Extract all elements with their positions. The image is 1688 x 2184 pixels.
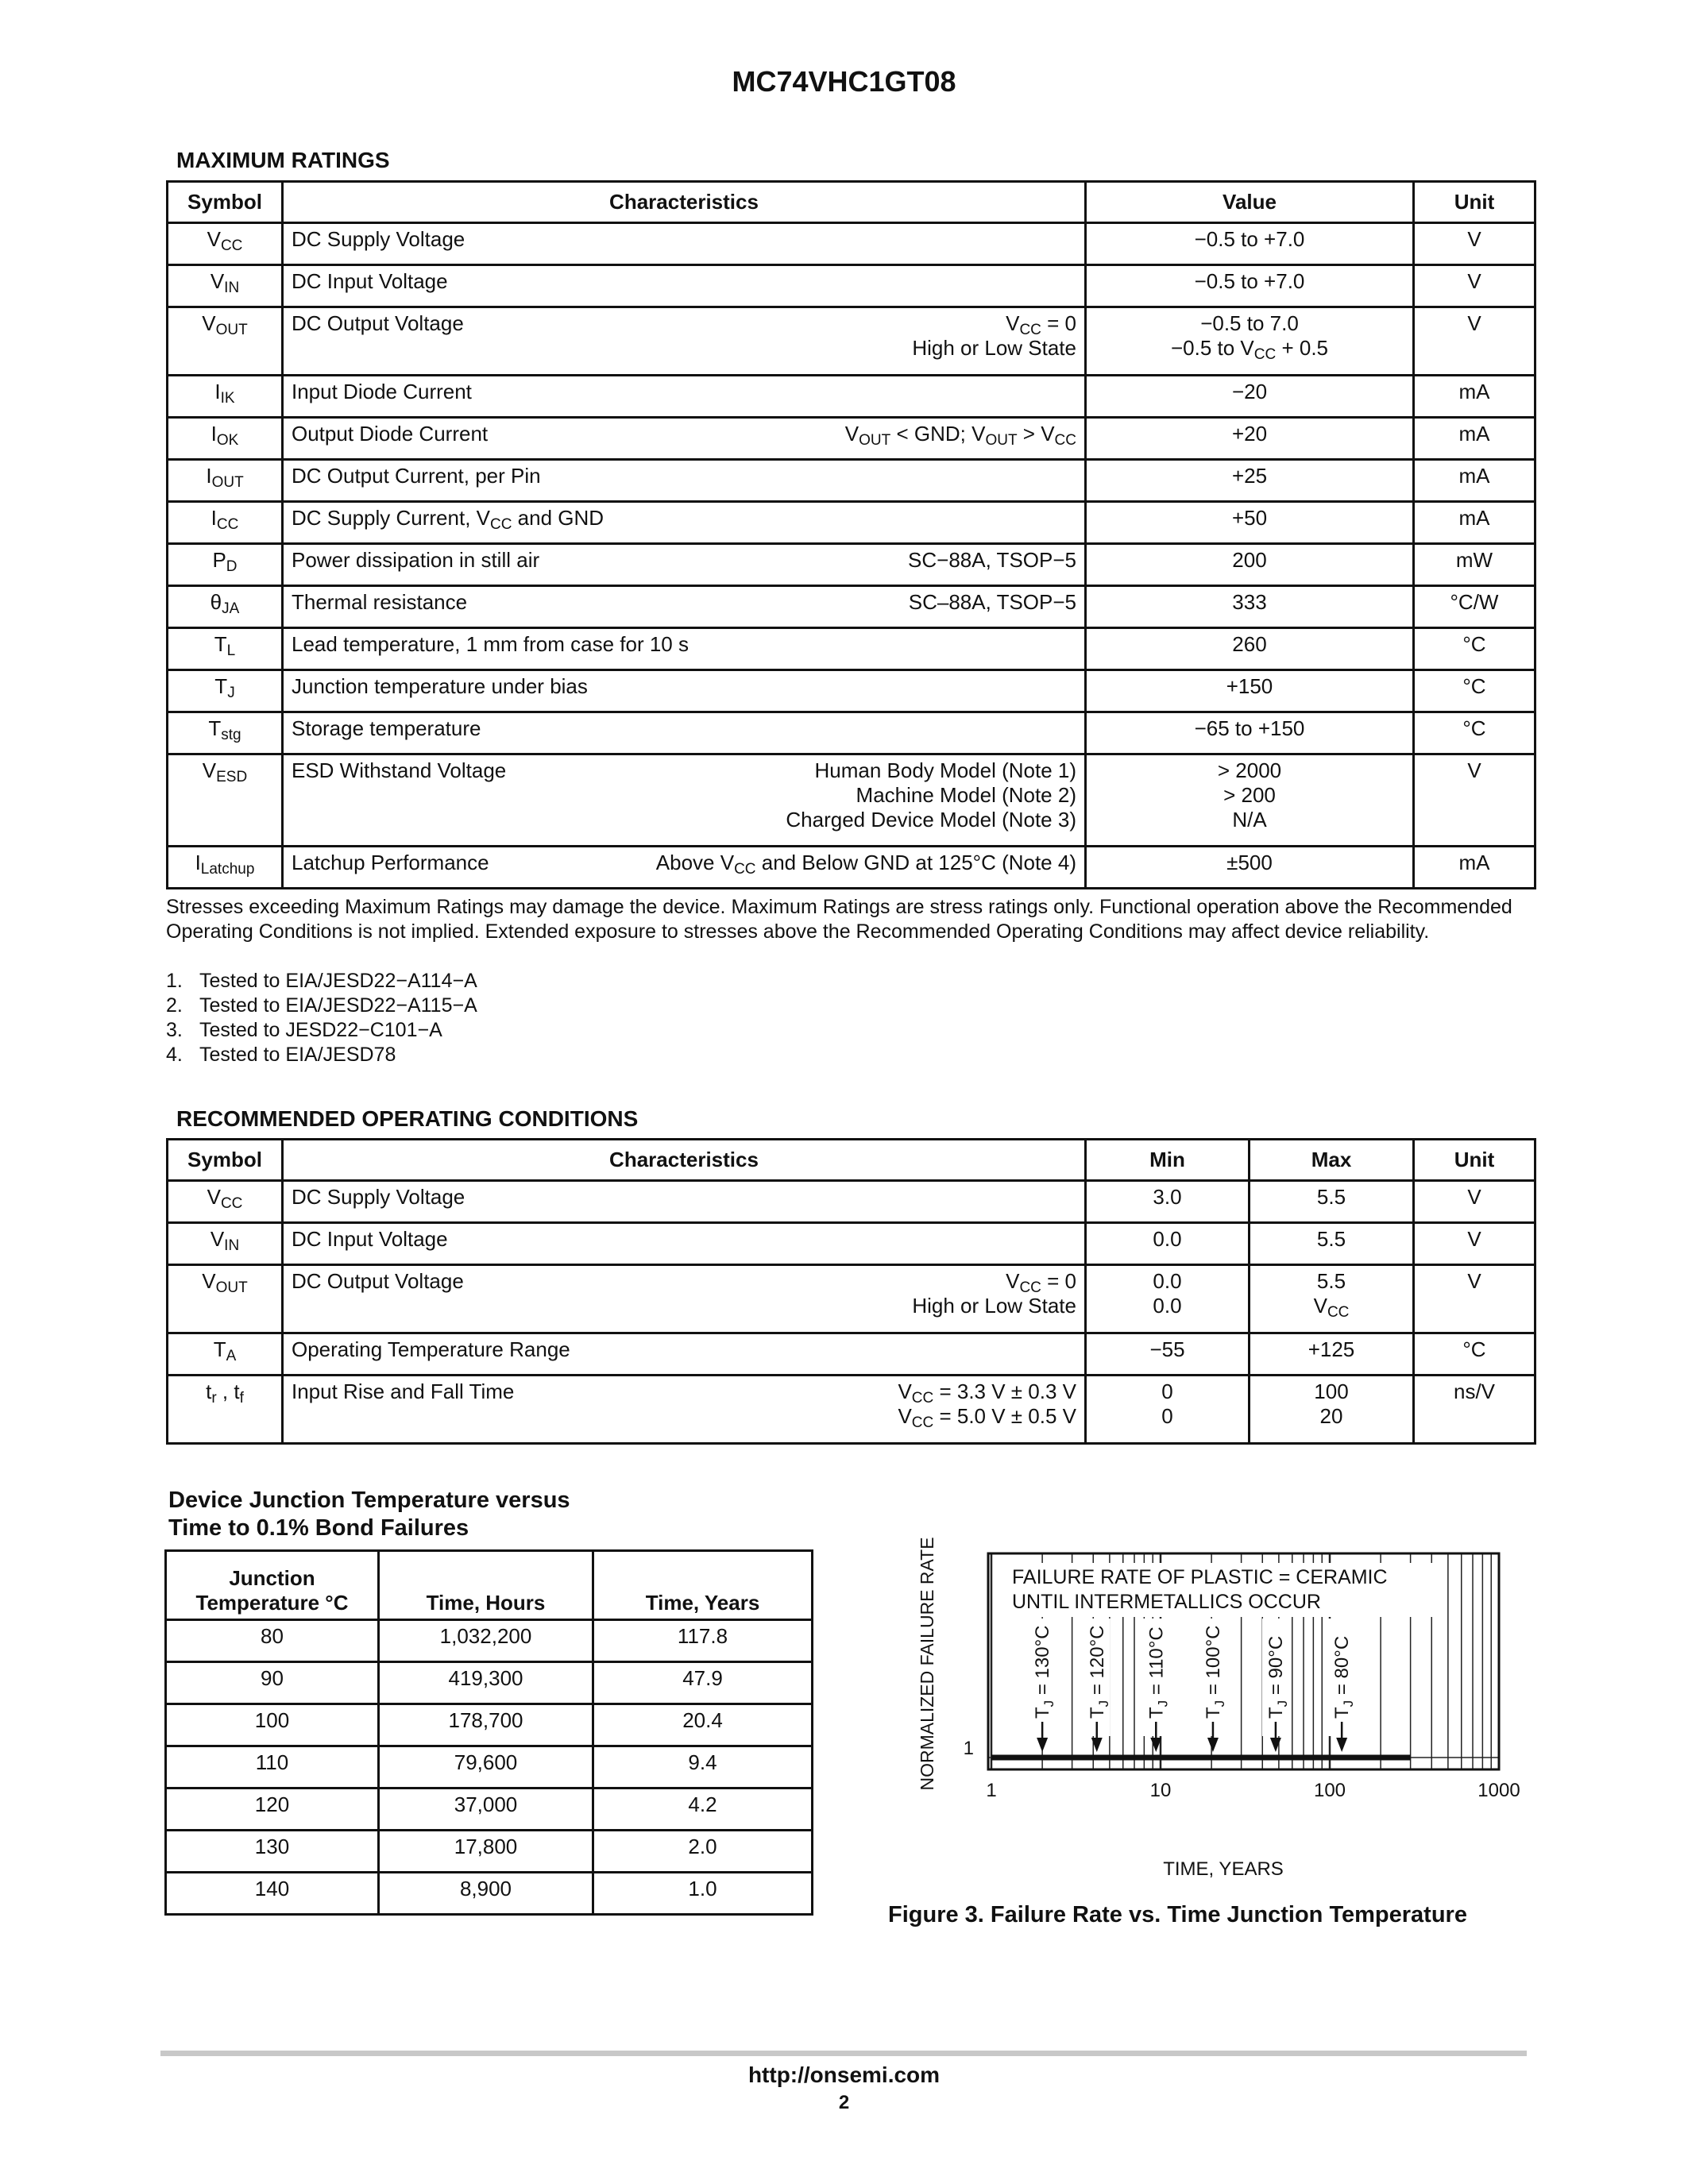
table-row (166, 1620, 813, 1662)
years-cell: 117.8 (593, 1620, 813, 1662)
rec-op-title: RECOMMENDED OPERATING CONDITIONS (176, 1106, 639, 1131)
table-row (168, 418, 1535, 460)
characteristic-cell: $V_{OUT}$ < GND; $V_{OUT} > V_{CC}$ Output Diode Current (283, 418, 1086, 460)
failure-rate-chart (874, 1533, 1525, 1890)
symbol-cell: $T_A$ (168, 1333, 283, 1376)
table-row (168, 586, 1535, 628)
temp-cell: 90 (166, 1662, 379, 1704)
condition-text: Human Body Model (Note 1) Machine Model (Note 2) Charged Device Model (Note 3) (786, 758, 1076, 832)
max-cell: 5.5 (1250, 1181, 1414, 1223)
characteristic-cell: DC Input Voltage (283, 1223, 1086, 1265)
unit-cell: V (1414, 307, 1535, 376)
table-row (168, 628, 1535, 670)
characteristic-cell: DC Input Voltage (283, 265, 1086, 307)
table-row (166, 1873, 813, 1915)
hours-cell: 8,900 (379, 1873, 593, 1915)
x-tick-label: 1000 (1477, 1780, 1520, 1801)
unit-cell: ns/V (1414, 1376, 1535, 1444)
header-characteristics: Characteristics (283, 1140, 1086, 1181)
table-row (168, 1333, 1535, 1376)
hours-cell: 1,032,200 (379, 1620, 593, 1662)
unit-cell: mA (1414, 847, 1535, 889)
years-cell: 20.4 (593, 1704, 813, 1746)
table-row (168, 376, 1535, 418)
x-tick-label: 10 (1149, 1780, 1172, 1801)
bond-table-title: Device Junction Temperature versus Time to 0.1% Bond Failures (168, 1488, 570, 1541)
unit-cell: °C/W (1414, 586, 1535, 628)
page-number: 2 (838, 2092, 850, 2113)
min-cell: 0.0 (1086, 1223, 1250, 1265)
footer-url: http://onsemi.com (747, 2062, 941, 2087)
hours-cell: 178,700 (379, 1704, 593, 1746)
value-cell: +20 (1086, 418, 1414, 460)
unit-cell: mW (1414, 544, 1535, 586)
chart-annotation-line-1: FAILURE RATE OF PLASTIC = CERAMIC (1012, 1566, 1388, 1588)
table-row (168, 1265, 1535, 1333)
marker-label: $T_J = 110^\circ C$ (1145, 1626, 1171, 1719)
max-ratings-table (166, 180, 1536, 889)
note-item: 4. Tested to EIA/JESD78 (166, 1044, 396, 1066)
years-cell: 2.0 (593, 1831, 813, 1873)
years-cell: 4.2 (593, 1788, 813, 1831)
symbol-cell: $I_{OK}$ (168, 418, 283, 460)
characteristic-cell: SC–88A, TSOP−5 Thermal resistance (283, 586, 1086, 628)
min-cell: 0.0 0.0 (1086, 1265, 1250, 1333)
hours-cell: 37,000 (379, 1788, 593, 1831)
condition-text: $V_{CC} = 0$ High or Low State (912, 311, 1076, 360)
unit-cell: °C (1414, 628, 1535, 670)
unit-cell: V (1414, 265, 1535, 307)
notes-list (166, 969, 477, 1067)
table-row (168, 265, 1535, 307)
note-item: 2. Tested to EIA/JESD22−A115−A (166, 994, 477, 1017)
unit-cell: °C (1414, 712, 1535, 754)
marker-label: $T_J = 100^\circ C$ (1202, 1625, 1227, 1719)
chart-xlabel: TIME, YEARS (1163, 1858, 1284, 1880)
years-cell: 1.0 (593, 1873, 813, 1915)
min-cell: 3.0 (1086, 1181, 1250, 1223)
characteristic-cell: Junction temperature under bias (283, 670, 1086, 712)
symbol-cell: $T_{stg}$ (168, 712, 283, 754)
value-cell: −0.5 to 7.0 −0.5 to $V_{CC} + 0.5$ (1086, 307, 1414, 376)
table-row (166, 1788, 813, 1831)
min-cell: −55 (1086, 1333, 1250, 1376)
temp-cell: 110 (166, 1746, 379, 1788)
marker-arrow-head (1336, 1738, 1347, 1752)
header-min: Min (1086, 1140, 1250, 1181)
max-cell: 5.5 $V_{CC}$ (1250, 1265, 1414, 1333)
value-cell: ±500 (1086, 847, 1414, 889)
years-cell: 9.4 (593, 1746, 813, 1788)
max-cell: +125 (1250, 1333, 1414, 1376)
condition-text: $V_{CC} = 0$ High or Low State (912, 1269, 1076, 1318)
table-row (168, 223, 1535, 265)
marker-label: $T_J = 120^\circ C$ (1086, 1625, 1111, 1719)
characteristic-cell: DC Supply Voltage (283, 1181, 1086, 1223)
marker-arrow-head (1037, 1738, 1048, 1752)
characteristic-cell: Above $V_{CC}$ and Below GND at 125°C (Note 4) Latchup Performance (283, 847, 1086, 889)
value-cell: +25 (1086, 460, 1414, 502)
figure-caption: Figure 3. Failure Rate vs. Time Junction Temperature (888, 1902, 1467, 1927)
unit-cell: mA (1414, 376, 1535, 418)
temp-cell: 130 (166, 1831, 379, 1873)
table-row (166, 1746, 813, 1788)
characteristic-cell: Input Diode Current (283, 376, 1086, 418)
hours-cell: 419,300 (379, 1662, 593, 1704)
condition-text: Above $V_{CC}$ and Below GND at 125°C (Note 4) (655, 851, 1076, 878)
header-unit: Unit (1414, 182, 1535, 223)
symbol-cell: $V_{IN}$ (168, 265, 283, 307)
unit-cell: V (1414, 754, 1535, 847)
note-item: 1. Tested to EIA/JESD22−A114−A (166, 970, 477, 992)
marker-arrow-head (1270, 1738, 1281, 1752)
table-header-row (166, 1551, 813, 1620)
characteristic-cell: Human Body Model (Note 1) Machine Model (Note 2) Charged Device Model (Note 3) ESD Withstand Voltage (283, 754, 1086, 847)
marker-label: $T_J = 80^\circ C$ (1331, 1635, 1357, 1719)
table-header-row (168, 182, 1535, 223)
marker-label: $T_J = 130^\circ C$ (1032, 1625, 1057, 1719)
table-row (166, 1704, 813, 1746)
max-ratings-title: MAXIMUM RATINGS (176, 148, 390, 172)
symbol-cell: $V_{OUT}$ (168, 307, 283, 376)
symbol-cell: $t_r$ , $t_f$ (168, 1376, 283, 1444)
unit-cell: °C (1414, 1333, 1535, 1376)
max-cell: 5.5 (1250, 1223, 1414, 1265)
symbol-cell: $V_{ESD}$ (168, 754, 283, 847)
temp-cell: 80 (166, 1620, 379, 1662)
unit-cell: V (1414, 1181, 1535, 1223)
header-unit: Unit (1414, 1140, 1535, 1181)
temp-cell: 120 (166, 1788, 379, 1831)
characteristic-cell: Operating Temperature Range (283, 1333, 1086, 1376)
table-row (168, 460, 1535, 502)
value-cell: 260 (1086, 628, 1414, 670)
characteristic-cell: Storage temperature (283, 712, 1086, 754)
symbol-cell: $V_{CC}$ (168, 1181, 283, 1223)
symbol-cell: $T_L$ (168, 628, 283, 670)
characteristic-cell: DC Supply Voltage (283, 223, 1086, 265)
table-row (168, 307, 1535, 376)
years-cell: 47.9 (593, 1662, 813, 1704)
unit-cell: mA (1414, 418, 1535, 460)
header-time-years: Time, Years (593, 1551, 813, 1620)
symbol-cell: $\theta_{JA}$ (168, 586, 283, 628)
condition-text: SC−88A, TSOP−5 (908, 548, 1076, 572)
table-row (168, 712, 1535, 754)
condition-text: SC–88A, TSOP−5 (908, 590, 1076, 614)
value-cell: +150 (1086, 670, 1414, 712)
table-header-row (168, 1140, 1535, 1181)
characteristic-cell: DC Supply Current, $V_{CC}$ and GND (283, 502, 1086, 544)
value-cell: 200 (1086, 544, 1414, 586)
symbol-cell: $V_{IN}$ (168, 1223, 283, 1265)
table-row (168, 544, 1535, 586)
characteristic-cell: SC−88A, TSOP−5 Power dissipation in still air (283, 544, 1086, 586)
table-row (168, 1181, 1535, 1223)
value-cell: −0.5 to +7.0 (1086, 223, 1414, 265)
header-characteristics: Characteristics (283, 182, 1086, 223)
stress-note: Stresses exceeding Maximum Ratings may damage the device. Maximum Ratings are stress ratings only. Functional operation above the Recommended Operating Conditions is not implied. Extended exposure to stresses above the Recommended Operating Conditions may affect device reliability. (166, 896, 1512, 943)
table-row (168, 670, 1535, 712)
header-symbol: Symbol (168, 1140, 283, 1181)
temp-cell: 100 (166, 1704, 379, 1746)
chart-annotation-line-2: UNTIL INTERMETALLICS OCCUR (1012, 1591, 1321, 1613)
rec-op-table (166, 1138, 1536, 1445)
y-tick-label: 1 (963, 1738, 974, 1759)
unit-cell: V (1414, 1223, 1535, 1265)
condition-text: $V_{CC} = 3.3$ V ± 0.3 V $V_{CC} = 5.0$ V ± 0.5 V (898, 1379, 1076, 1431)
table-row (168, 847, 1535, 889)
header-junction-temperature: Junction Temperature °C (166, 1551, 379, 1620)
unit-cell: °C (1414, 670, 1535, 712)
header-time-hours: Time, Hours (379, 1551, 593, 1620)
symbol-cell: $V_{CC}$ (168, 223, 283, 265)
table-row (168, 754, 1535, 847)
hours-cell: 79,600 (379, 1746, 593, 1788)
min-cell: 0 0 (1086, 1376, 1250, 1444)
table-row (168, 1376, 1535, 1444)
x-tick-label: 1 (986, 1780, 997, 1801)
characteristic-cell: Lead temperature, 1 mm from case for 10 s (283, 628, 1086, 670)
chart-ylabel: NORMALIZED FAILURE RATE (917, 1537, 937, 1791)
unit-cell: V (1414, 223, 1535, 265)
value-cell: > 2000 > 200 N/A (1086, 754, 1414, 847)
unit-cell: mA (1414, 460, 1535, 502)
marker-arrow-head (1207, 1738, 1219, 1752)
value-cell: −0.5 to +7.0 (1086, 265, 1414, 307)
header-value: Value (1086, 182, 1414, 223)
marker-label: $T_J = 90^\circ C$ (1265, 1635, 1290, 1719)
symbol-cell: $V_{OUT}$ (168, 1265, 283, 1333)
characteristic-cell: $V_{CC} = 0$ High or Low State DC Output Voltage (283, 1265, 1086, 1333)
symbol-cell: $P_D$ (168, 544, 283, 586)
value-cell: +50 (1086, 502, 1414, 544)
unit-cell: V (1414, 1265, 1535, 1333)
max-cell: 100 20 (1250, 1376, 1414, 1444)
symbol-cell: $I_{IK}$ (168, 376, 283, 418)
unit-cell: mA (1414, 502, 1535, 544)
header-symbol: Symbol (168, 182, 283, 223)
characteristic-cell: $V_{CC} = 0$ High or Low State DC Output Voltage (283, 307, 1086, 376)
value-cell: −65 to +150 (1086, 712, 1414, 754)
symbol-cell: $I_{CC}$ (168, 502, 283, 544)
value-cell: 333 (1086, 586, 1414, 628)
note-item: 3. Tested to JESD22−C101−A (166, 1019, 442, 1041)
table-row (166, 1662, 813, 1704)
document-title: MC74VHC1GT08 (732, 65, 956, 98)
bond-failure-table (164, 1549, 813, 1916)
characteristic-cell: DC Output Current, per Pin (283, 460, 1086, 502)
hours-cell: 17,800 (379, 1831, 593, 1873)
table-row (166, 1831, 813, 1873)
table-row (168, 502, 1535, 544)
symbol-cell: $I_{OUT}$ (168, 460, 283, 502)
characteristic-cell: $V_{CC} = 3.3$ V ± 0.3 V $V_{CC} = 5.0$ V ± 0.5 V Input Rise and Fall Time (283, 1376, 1086, 1444)
header-max: Max (1250, 1140, 1414, 1181)
value-cell: −20 (1086, 376, 1414, 418)
footer-divider (160, 2051, 1527, 2056)
temp-cell: 140 (166, 1873, 379, 1915)
condition-text: $V_{OUT}$ < GND; $V_{OUT} > V_{CC}$ (844, 422, 1076, 449)
symbol-cell: $T_J$ (168, 670, 283, 712)
symbol-cell: $I_{Latchup}$ (168, 847, 283, 889)
x-tick-label: 100 (1313, 1780, 1346, 1801)
table-row (168, 1223, 1535, 1265)
